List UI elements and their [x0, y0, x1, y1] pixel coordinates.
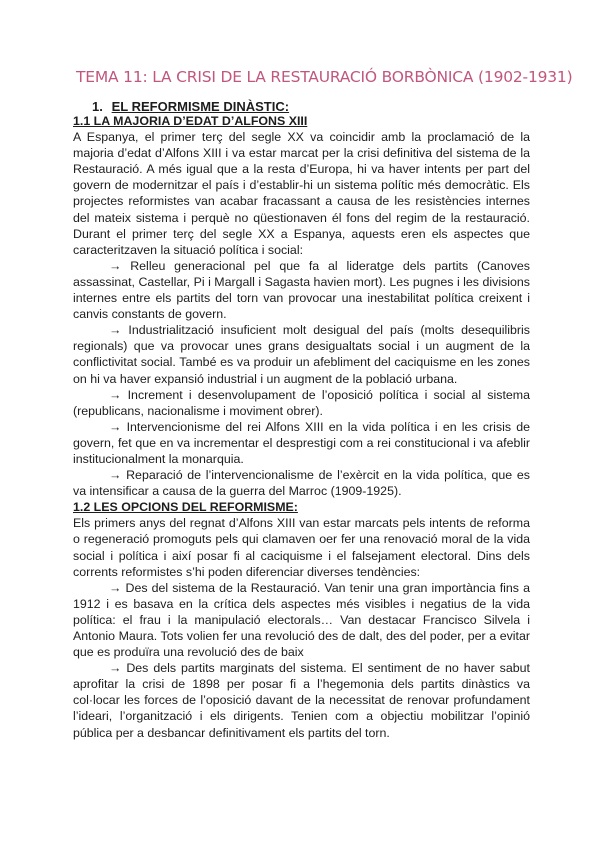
section-number: 1.: [92, 99, 103, 114]
paragraph-intro-1-2: Els primers anys del regnat d’Alfons XIII van estar marcats pels intents de reforma o regeneració promoguts pels qui clamaven oer fer una renovació moral de la vida social i política i així posar fi al caciquisme i el falsejament electoral. Dins dels corrents reformistes s’hi poden diferenciar diverses tendències:: [73, 516, 530, 579]
bullet-item: → Reparació de l’intervencionalisme de l’exèrcit en la vida política, que es va intensificar a causa de la guerra del Marroc (1909-1925).: [73, 468, 530, 499]
bullet-item: → Intervencionisme del rei Alfons XIII en la vida política i en les crisis de govern, fet que en va incrementar el desprestigi com a rei constitucional i va afeblir institucionalment la monarquia.: [73, 419, 530, 466]
bullet-item: → Des dels partits marginats del sistema. El sentiment de no haver sabut aprofitar la crisi de 1898 per posar fi a l’hegemonia dels partits dinàstics va col·locar les forces de l’oposició davant de la necessitat de renovar profundament l’ideari, l’organització i els dirigents. Tenien com a objectiu mobilitzar l’opinió pública per a desbancar definitivament els partits del torn.: [73, 661, 530, 740]
section-heading-text: EL REFORMISME DINÀSTIC:: [111, 99, 290, 114]
paragraph-intro-1-1: A Espanya, el primer terç del segle XX va coincidir amb la proclamació de la majoria d’edat d’Alfons XIII i va estar marcat per la crisi definitiva del sistema de la Restauració. A més igual que a la resta d’Europa, hi va haver intents per part del govern de modernitzar el país i d’establir-hi un sistema polític més democràtic. Els projectes reformistes van acabar fracassant a causa de les resistències internes del mateix sistema i perquè no qüestionaven él fons del regim de la restauració. Durant el primer terç del segle XX a Espanya, aquests eren els aspectes que caracteritzaven la situació política i social:: [73, 130, 530, 257]
document-body: [73, 113, 530, 741]
bullet-item: → Des del sistema de la Restauració. Van tenir una gran importància fins a 1912 i es basava en la crítica dels aspectes més visibles i negatius de la vida política: el frau i la manipulació electorals… Van destacar Francisco Silvela i Antonio Maura. Tots volien fer una revolució des de dalt, des del poder, per a evitar que es produïra una revolució des de baix: [73, 580, 530, 660]
bullet-item: → Industrialització insuficient molt desigual del país (molts desequilibris regionals) que va provocar unes grans desigualtats social i un augment de la conflictivitat social. També es va produir un afebliment del caciquisme en les zones on hi va haver expansió industrial i un augment de la població urbana.: [73, 323, 530, 386]
bullet-item: → Relleu generacional pel que fa al lideratge dels partits (Canoves assassinat, Castellar, Pi i Margall i Sagasta havien mort). Les pugnes i les divisions internes entre els partits del torn van provocar una inestabilitat política creixent i canvis constants de govern.: [73, 258, 530, 322]
page-title: TEMA 11: LA CRISI DE LA RESTAURACIÓ BORBÒNICA (1902-1931): [76, 68, 573, 86]
subsection-heading-1-2: 1.2 LES OPCIONS DEL REFORMISME:: [73, 500, 298, 515]
section-heading: [92, 99, 289, 114]
subsection-heading-1-1: 1.1 LA MAJORIA D’EDAT D’ALFONS XIII: [73, 114, 308, 128]
bullet-item: → Increment i desenvolupament de l’oposició política i social al sistema (republicans, nacionalisme i moviment obrer).: [73, 387, 530, 418]
